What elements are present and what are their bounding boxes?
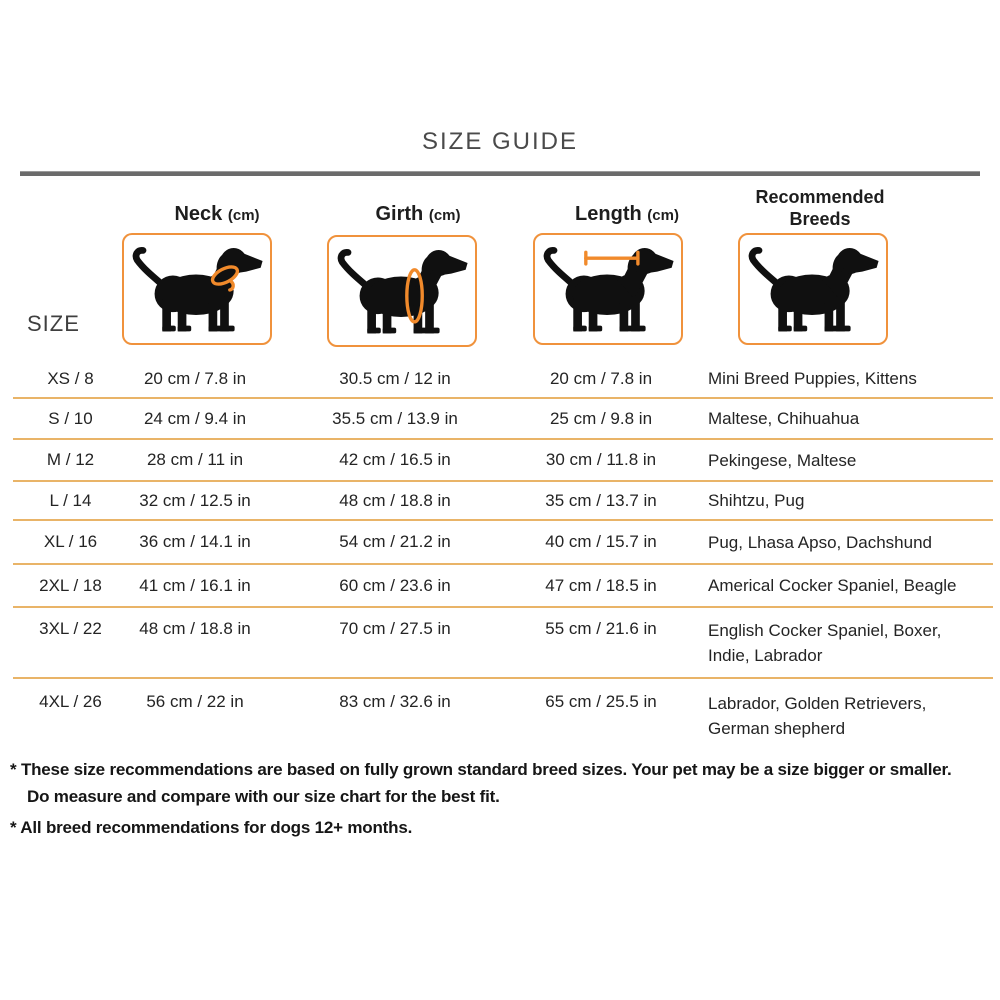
length-value: 55 cm / 21.6 in <box>545 619 657 638</box>
neck-value: 36 cm / 14.1 in <box>139 532 251 551</box>
footnote-breed-age: * All breed recommendations for dogs 12+ months. <box>10 818 413 837</box>
neck-value: 48 cm / 18.8 in <box>139 619 251 638</box>
neck-header-unit: (cm) <box>227 207 260 224</box>
girth-header-unit: (cm) <box>428 207 461 224</box>
breeds-value <box>688 488 993 513</box>
breeds-value <box>688 573 993 598</box>
breeds-line: Pekingese, Maltese <box>708 450 857 470</box>
girth-value: 83 cm / 32.6 in <box>339 692 451 711</box>
girth-value: 54 cm / 21.2 in <box>339 532 451 551</box>
size-column-header: SIZE <box>27 311 80 336</box>
breeds-value <box>688 608 993 668</box>
size-value: 4XL / 26 <box>39 692 102 711</box>
girth-value: 60 cm / 23.6 in <box>339 575 451 595</box>
breeds-value <box>688 679 993 741</box>
column-header-neck <box>174 203 259 226</box>
neck-value: 28 cm / 11 in <box>146 450 244 469</box>
neck-header-label: Neck <box>174 203 223 225</box>
neck-value: 20 cm / 7.8 in <box>143 368 247 388</box>
breeds-line: Pug, Lhasa Apso, Dachshund <box>708 532 932 552</box>
table-row-4xl <box>13 679 993 739</box>
page-title: SIZE GUIDE <box>421 128 579 155</box>
size-value: 3XL / 22 <box>39 619 102 638</box>
neck-value: 56 cm / 22 in <box>146 692 244 711</box>
table-row-xs <box>13 360 993 399</box>
girth-header-label: Girth <box>375 203 424 225</box>
length-value: 40 cm / 15.7 in <box>545 532 657 551</box>
girth-value: 30.5 cm / 12 in <box>339 368 451 388</box>
length-value: 25 cm / 9.8 in <box>549 408 653 428</box>
breeds-line: Mini Breed Puppies, Kittens <box>708 369 917 388</box>
footnote-line: Do measure and compare with our size chart for the best fit. <box>27 787 500 806</box>
length-value: 20 cm / 7.8 in <box>549 368 653 388</box>
size-value: L / 14 <box>49 490 92 510</box>
size-value: 2XL / 18 <box>39 575 102 595</box>
length-value: 47 cm / 18.5 in <box>545 575 657 595</box>
breeds-line: Maltese, Chihuahua <box>708 409 860 428</box>
footnotes <box>10 756 995 841</box>
dog-neck-collar-icon <box>122 233 272 345</box>
girth-value: 48 cm / 18.8 in <box>339 490 451 510</box>
breeds-value <box>688 366 993 391</box>
neck-value: 24 cm / 9.4 in <box>143 408 247 428</box>
size-value: M / 12 <box>46 450 95 469</box>
breeds-value <box>688 530 993 555</box>
breeds-line: English Cocker Spaniel, Boxer, <box>708 621 942 640</box>
breeds-value <box>688 448 993 473</box>
table-row-l <box>13 482 993 521</box>
neck-value: 32 cm / 12.5 in <box>139 490 251 510</box>
breeds-line: Shihtzu, Pug <box>708 491 805 510</box>
girth-value: 42 cm / 16.5 in <box>339 450 451 469</box>
table-row-3xl <box>13 608 993 679</box>
length-value: 65 cm / 25.5 in <box>545 692 657 711</box>
breeds-value <box>688 406 993 431</box>
column-header-recommended-breeds: Recommended Breeds <box>755 187 885 229</box>
table-row-m <box>13 440 993 482</box>
length-value: 35 cm / 13.7 in <box>545 490 657 510</box>
size-value: XS / 8 <box>47 368 94 388</box>
dog-girth-band-icon <box>327 235 477 347</box>
footnote-size-recommendation <box>10 756 995 810</box>
table-row-2xl <box>13 565 993 608</box>
table-row-s <box>13 399 993 440</box>
dog-length-measure-icon <box>533 233 683 345</box>
breeds-line: Americal Cocker Spaniel, Beagle <box>708 576 957 595</box>
length-header-unit: (cm) <box>647 207 679 224</box>
size-table <box>13 360 993 739</box>
girth-value: 35.5 cm / 13.9 in <box>332 408 458 428</box>
length-header-label: Length <box>575 203 642 225</box>
table-row-xl <box>13 521 993 565</box>
length-value: 30 cm / 11.8 in <box>545 450 657 469</box>
size-value: S / 10 <box>48 408 93 428</box>
column-header-girth <box>375 203 460 226</box>
size-value: XL / 16 <box>43 532 98 551</box>
footnote-line: * These size recommendations are based on fully grown standard breed sizes. Your pet may be a size bigger or smaller. <box>10 760 952 779</box>
breeds-line: Indie, Labrador <box>708 646 823 665</box>
girth-value: 70 cm / 27.5 in <box>339 619 451 638</box>
neck-value: 41 cm / 16.1 in <box>139 575 251 595</box>
breeds-line: Labrador, Golden Retrievers, <box>708 694 927 713</box>
dog-plain-icon <box>738 233 888 345</box>
column-header-length <box>575 203 679 226</box>
title-divider <box>20 171 980 176</box>
breeds-line: German shepherd <box>708 719 846 738</box>
